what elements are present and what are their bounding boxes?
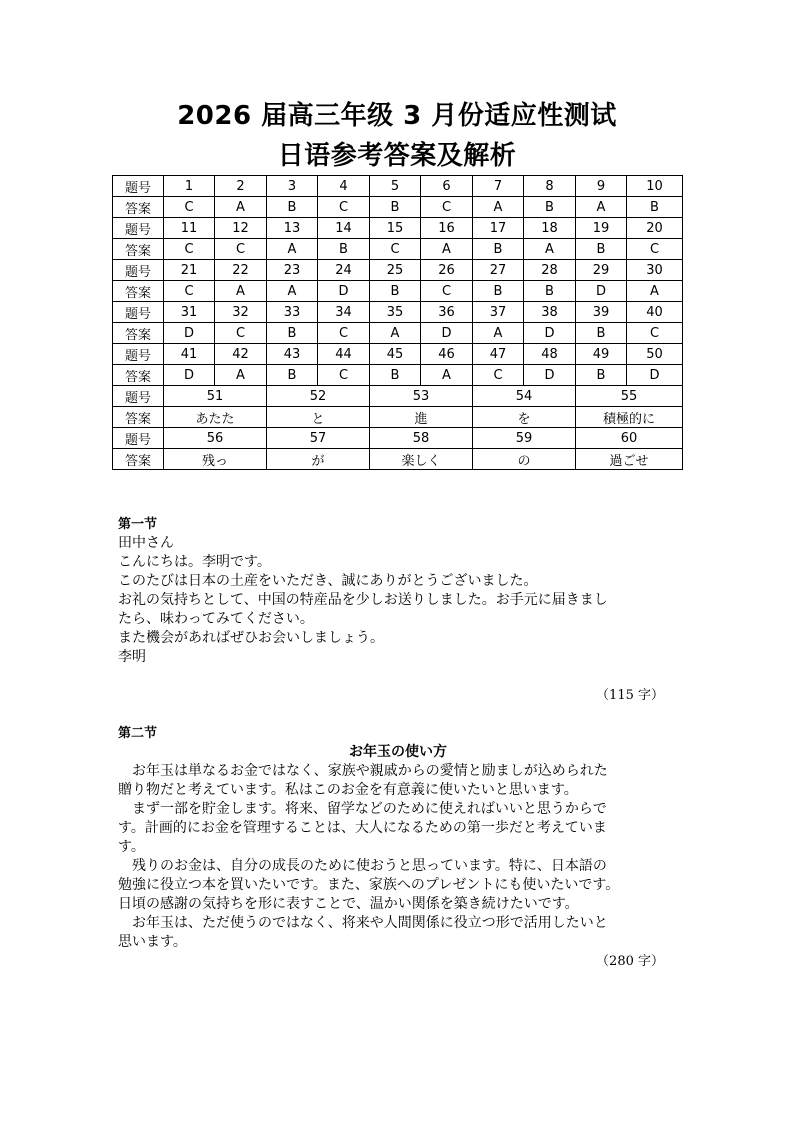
table-cell: C (318, 197, 370, 218)
table-cell: 23 (267, 260, 318, 281)
table-cell: A (421, 239, 473, 260)
text-line: お年玉は単なるお金ではなく、家族や親戚からの愛情と励ましが込められた (132, 763, 608, 779)
table-cell: 11 (164, 218, 215, 239)
table-cell: 38 (524, 302, 576, 323)
row-label: 答案 (113, 449, 164, 470)
table-cell: 3 (267, 176, 318, 197)
table-cell: C (318, 323, 370, 344)
table-cell: A (473, 197, 524, 218)
table-cell: 進 (370, 407, 473, 428)
table-cell: 40 (627, 302, 683, 323)
table-cell: B (267, 197, 318, 218)
answer-row (113, 197, 683, 218)
table-cell: 21 (164, 260, 215, 281)
table-cell: 32 (215, 302, 267, 323)
answer-row (113, 281, 683, 302)
table-cell: 22 (215, 260, 267, 281)
table-cell: C (627, 323, 683, 344)
table-cell: C (370, 239, 421, 260)
table-cell: 28 (524, 260, 576, 281)
table-cell: 8 (524, 176, 576, 197)
table-cell: 楽しく (370, 449, 473, 470)
table-cell: 5 (370, 176, 421, 197)
table-cell: を (473, 407, 576, 428)
answer-row (113, 365, 683, 386)
text-line: 田中さん (118, 535, 174, 551)
table-cell: C (318, 365, 370, 386)
table-cell: 20 (627, 218, 683, 239)
table-cell: B (318, 239, 370, 260)
table-cell: 41 (164, 344, 215, 365)
table-cell: 30 (627, 260, 683, 281)
table-cell: 17 (473, 218, 524, 239)
section-one-word-count: （115 字） (596, 688, 664, 703)
question-number-row (113, 344, 683, 365)
page-title: 2026 届高三年级 3 月份适应性测试 (177, 101, 617, 131)
answer-row (113, 407, 683, 428)
answer-row (113, 323, 683, 344)
row-label: 答案 (113, 365, 164, 386)
table-cell: 4 (318, 176, 370, 197)
text-line: こんにちは。李明です。 (118, 554, 271, 570)
table-cell: A (215, 281, 267, 302)
table-cell: 52 (267, 386, 370, 407)
table-cell: 55 (576, 386, 683, 407)
letter-body (118, 534, 678, 667)
table-cell: C (164, 239, 215, 260)
question-number-row (113, 302, 683, 323)
row-label: 答案 (113, 407, 164, 428)
table-cell: D (164, 365, 215, 386)
essay-body (118, 762, 678, 952)
table-cell: 34 (318, 302, 370, 323)
row-label: 答案 (113, 281, 164, 302)
question-number-row (113, 386, 683, 407)
answer-table (112, 175, 683, 470)
table-cell: B (267, 365, 318, 386)
table-cell: 12 (215, 218, 267, 239)
text-line: お年玉は、ただ使うのではなく、将来や人間関係に役立つ形で活用したいと (132, 915, 608, 931)
table-cell: B (267, 323, 318, 344)
table-cell: A (267, 281, 318, 302)
table-cell: D (524, 323, 576, 344)
table-cell: 57 (267, 428, 370, 449)
table-cell: 過ごせ (576, 449, 683, 470)
table-cell: 33 (267, 302, 318, 323)
table-cell: 25 (370, 260, 421, 281)
row-label: 题号 (113, 302, 164, 323)
question-number-row (113, 428, 683, 449)
table-cell: 1 (164, 176, 215, 197)
table-cell: 2 (215, 176, 267, 197)
table-cell: A (627, 281, 683, 302)
table-cell: B (627, 197, 683, 218)
section-two-word-count: （280 字） (596, 954, 664, 969)
table-cell: 残っ (164, 449, 267, 470)
table-cell: 31 (164, 302, 215, 323)
table-cell: 51 (164, 386, 267, 407)
table-cell: A (473, 323, 524, 344)
table-cell: 6 (421, 176, 473, 197)
table-cell: B (473, 239, 524, 260)
table-cell: D (576, 281, 627, 302)
page-subtitle: 日语参考答案及解析 (277, 141, 517, 171)
row-label: 答案 (113, 323, 164, 344)
table-cell: の (473, 449, 576, 470)
table-cell: A (421, 365, 473, 386)
table-cell: B (576, 365, 627, 386)
table-cell: D (164, 323, 215, 344)
row-label: 题号 (113, 176, 164, 197)
table-cell: C (421, 197, 473, 218)
table-cell: B (370, 197, 421, 218)
table-cell: 54 (473, 386, 576, 407)
text-line: また機会があればぜひお会いしましょう。 (118, 630, 384, 646)
table-cell: 積極的に (576, 407, 683, 428)
table-cell: が (267, 449, 370, 470)
table-cell: 14 (318, 218, 370, 239)
table-cell: D (524, 365, 576, 386)
row-label: 题号 (113, 218, 164, 239)
essay-title: お年玉の使い方 (349, 744, 447, 760)
text-line: す。 (118, 839, 145, 855)
text-line: 日頃の感謝の気持ちを形に表すことで、温かい関係を築き続けたいです。 (118, 896, 579, 912)
table-cell: 50 (627, 344, 683, 365)
table-cell: B (524, 197, 576, 218)
table-cell: 26 (421, 260, 473, 281)
table-cell: C (164, 281, 215, 302)
question-number-row (113, 260, 683, 281)
text-line: このたびは日本の土産をいただき、誠にありがとうございました。 (118, 573, 538, 589)
table-cell: D (627, 365, 683, 386)
text-line: す。計画的にお金を管理することは、大人になるための第一歩だと考えていま (118, 820, 607, 836)
table-cell: B (524, 281, 576, 302)
table-cell: 48 (524, 344, 576, 365)
table-cell: C (627, 239, 683, 260)
table-cell: 10 (627, 176, 683, 197)
table-cell: 19 (576, 218, 627, 239)
table-cell: B (576, 323, 627, 344)
row-label: 题号 (113, 386, 164, 407)
table-cell: C (215, 239, 267, 260)
table-cell: C (421, 281, 473, 302)
answer-row (113, 239, 683, 260)
table-cell: B (370, 365, 421, 386)
table-cell: C (473, 365, 524, 386)
table-cell: C (164, 197, 215, 218)
table-cell: C (215, 323, 267, 344)
table-cell: A (524, 239, 576, 260)
table-cell: 15 (370, 218, 421, 239)
table-cell: 35 (370, 302, 421, 323)
table-cell: 9 (576, 176, 627, 197)
table-cell: 18 (524, 218, 576, 239)
table-cell: D (318, 281, 370, 302)
text-line: たら、味わってみてください。 (118, 611, 314, 627)
table-cell: A (215, 365, 267, 386)
table-cell: 56 (164, 428, 267, 449)
table-cell: A (215, 197, 267, 218)
table-cell: 24 (318, 260, 370, 281)
table-cell: A (576, 197, 627, 218)
table-cell: 58 (370, 428, 473, 449)
table-cell: 16 (421, 218, 473, 239)
answer-row (113, 449, 683, 470)
section-two-heading: 第二节 (118, 726, 158, 741)
table-cell: 60 (576, 428, 683, 449)
table-cell: と (267, 407, 370, 428)
answer-table-body (113, 176, 683, 470)
text-line: まず一部を貯金します。将来、留学などのために使えればいいと思うからで (132, 801, 607, 817)
table-cell: 59 (473, 428, 576, 449)
text-line: 思います。 (118, 934, 187, 950)
text-line: 勉強に役立つ本を買いたいです。また、家族へのプレゼントにも使いたいです。 (118, 877, 620, 893)
text-line: 贈り物だと考えています。私はこのお金を有意義に使いたいと思います。 (118, 782, 578, 798)
table-cell: 45 (370, 344, 421, 365)
table-cell: 27 (473, 260, 524, 281)
table-cell: 37 (473, 302, 524, 323)
table-cell: 53 (370, 386, 473, 407)
table-cell: 44 (318, 344, 370, 365)
question-number-row (113, 176, 683, 197)
table-cell: 13 (267, 218, 318, 239)
table-cell: 49 (576, 344, 627, 365)
table-cell: B (576, 239, 627, 260)
question-number-row (113, 218, 683, 239)
row-label: 答案 (113, 197, 164, 218)
table-cell: あたた (164, 407, 267, 428)
table-cell: B (370, 281, 421, 302)
table-cell: A (370, 323, 421, 344)
text-line: 李明 (118, 649, 146, 665)
row-label: 题号 (113, 260, 164, 281)
table-cell: 42 (215, 344, 267, 365)
table-cell: 43 (267, 344, 318, 365)
table-cell: 36 (421, 302, 473, 323)
table-cell: D (421, 323, 473, 344)
table-cell: 46 (421, 344, 473, 365)
row-label: 题号 (113, 344, 164, 365)
table-cell: 47 (473, 344, 524, 365)
table-cell: 29 (576, 260, 627, 281)
table-cell: 39 (576, 302, 627, 323)
table-cell: A (267, 239, 318, 260)
text-line: お礼の気持ちとして、中国の特産品を少しお送りしました。お手元に届きまし (118, 592, 608, 608)
section-one (118, 515, 678, 705)
table-cell: B (473, 281, 524, 302)
row-label: 题号 (113, 428, 164, 449)
row-label: 答案 (113, 239, 164, 260)
table-cell: 7 (473, 176, 524, 197)
section-two (118, 724, 678, 971)
text-line: 残りのお金は、自分の成長のために使おうと思っています。特に、日本語の (132, 858, 607, 874)
section-one-heading: 第一节 (118, 517, 158, 532)
